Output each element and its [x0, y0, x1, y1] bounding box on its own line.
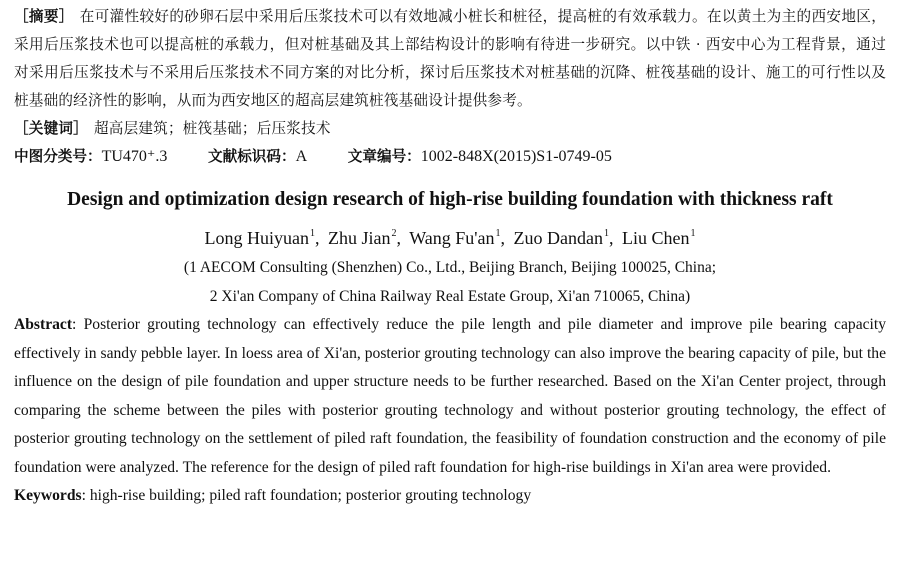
english-title: Design and optimization design research of high-rise building foundation with thickness raft	[67, 189, 833, 210]
cn-abstract-text: 在可灌性较好的砂卵石层中采用后压浆技术可以有效地减小桩长和桩径，提高桩的有效承载力。在以黄土为主的西安地区，采用后压浆技术也可以提高桩的承载力，但对桩基础及其上部结构设计的影响有待进一步研究。以中铁 · 西安中心为工程背景，通过对采用后压浆技术与不采用后压浆技术不同方案的对比分析，探讨后压浆技术对桩基础的沉降、桩筏基础的设计、施工的可行性以及桩基础的经济性的影响，从而为西安地区的超高层建筑桩筏基础设计提供参考。	[14, 8, 886, 109]
meta-line	[14, 143, 886, 171]
author: Long Huiyuan$^1$	[204, 228, 316, 248]
doc-code-value: A	[295, 148, 308, 165]
english-keywords	[14, 482, 886, 510]
english-abstract-label: Abstract	[14, 316, 73, 333]
cn-keywords	[14, 115, 886, 143]
article-number-value: 1002-848X(2015)S1-0749-05	[420, 148, 612, 165]
english-abstract-colon: :	[72, 316, 84, 333]
english-abstract-text: Posterior grouting technology can effectively reduce the pile length and pile diameter and improve pile bearing capacity effectively in sandy pebble layer. In loess area of Xi'an, posterior grouting technology can also improve the bearing capacity of pile, but the influence on the design of pile foundation and upper structure needs to be further researched. Based on the Xi'an Center project, through comparing the scheme between the piles with posterior grouting technology and without posterior grouting technology, the effect of posterior grouting technology on the settlement of piled raft foundation, the feasibility of foundation construction and the economy of pile foundation were analyzed. The reference for the design of piled raft foundation for high-rise buildings in Xi'an area were provided.	[14, 316, 887, 476]
doc-code-label: 文献标识码：	[208, 148, 296, 165]
article-number-label: 文章编号：	[347, 148, 421, 165]
author-list: Long Huiyuan$^1$, Zhu Jian$^2$, Wang $Fu'an^1$, Zuo Dandan$^1$, Liu Chen$^1$	[204, 228, 696, 248]
author: Zuo Dandan$^1$	[513, 228, 609, 248]
affiliation-1: (1 AECOM Consulting (Shenzhen) Co., Ltd., Beijing Branch, Beijing 100025, China;	[183, 259, 717, 276]
cn-keywords-label: ［关键词］	[14, 120, 88, 137]
english-keywords-label: Keywords	[14, 487, 82, 504]
author: Liu Chen$^1$	[621, 228, 696, 248]
clc-value: TU470⁺.3	[101, 148, 168, 165]
english-keywords-text: high-rise building; piled raft foundation; posterior grouting technology	[89, 487, 532, 504]
author: Zhu Jian$^2$	[328, 228, 397, 248]
clc-label: 中图分类号：	[14, 148, 102, 165]
english-abstract	[14, 311, 886, 482]
cn-keywords-text: 超高层建筑；桩筏基础；后压浆技术	[93, 120, 331, 137]
author: Wang $Fu'an^1$	[409, 228, 501, 248]
english-keywords-colon: :	[81, 487, 90, 504]
paper-page	[0, 3, 900, 572]
cn-abstract-label: ［摘要］	[14, 8, 74, 25]
cn-abstract	[14, 3, 886, 115]
affiliation-2: 2 Xi'an Company of China Railway Real Estate Group, Xi'an 710065, China)	[209, 288, 691, 305]
